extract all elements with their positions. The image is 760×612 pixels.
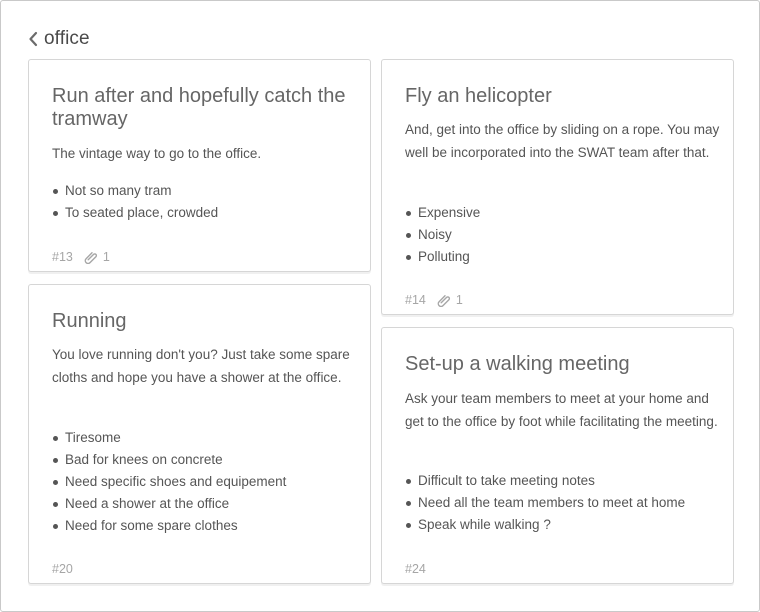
card-footer xyxy=(52,562,73,576)
card-title: Running xyxy=(52,310,127,332)
list-item: Need all the team members to meet at home xyxy=(405,492,720,514)
idea-card[interactable] xyxy=(381,327,734,584)
list-item: Difficult to take meeting notes xyxy=(405,470,720,492)
attachment-count: 1 xyxy=(102,250,110,264)
card-bullet-list xyxy=(405,202,715,268)
card-description: Ask your team members to meet at your home and get to the office by foot while facilitating the meeting. xyxy=(405,391,718,429)
card-footer xyxy=(405,293,463,307)
chevron-left-icon[interactable] xyxy=(28,29,40,49)
card-id: #24 xyxy=(405,562,426,576)
list-item: Not so many tram xyxy=(52,180,352,202)
card-title: Set-up a walking meeting xyxy=(405,353,630,375)
card-bullet-list xyxy=(52,427,352,537)
idea-card[interactable] xyxy=(28,284,371,584)
list-item: Expensive xyxy=(405,202,715,224)
card-bullet-list xyxy=(405,470,720,536)
idea-card[interactable] xyxy=(28,59,371,272)
card-title: Fly an helicopter xyxy=(405,85,552,107)
list-item: Noisy xyxy=(405,224,715,246)
card-description: The vintage way to go to the office. xyxy=(52,146,262,161)
list-item: Polluting xyxy=(405,246,715,268)
card-id: #20 xyxy=(52,562,73,576)
card-id: #14 xyxy=(405,293,426,307)
card-description: And, get into the office by sliding on a rope. You may well be incorporated into the SWAT team after that. xyxy=(405,122,720,160)
idea-card[interactable] xyxy=(381,59,734,315)
paperclip-icon xyxy=(84,250,98,264)
list-item: Need a shower at the office xyxy=(52,493,352,515)
list-item: Speak while walking ? xyxy=(405,514,720,536)
card-title: Run after and hopefully catch the tramway xyxy=(52,85,346,130)
list-item: Need specific shoes and equipement xyxy=(52,471,352,493)
card-id: #13 xyxy=(52,250,73,264)
attachment-count: 1 xyxy=(455,293,463,307)
list-item: Bad for knees on concrete xyxy=(52,449,352,471)
card-bullet-list xyxy=(52,180,352,224)
list-item: Tiresome xyxy=(52,427,352,449)
card-footer xyxy=(405,562,426,576)
paperclip-icon xyxy=(437,293,451,307)
card-description: You love running don't you? Just take some spare cloths and hope you have a shower at the office. xyxy=(52,347,350,385)
card-footer xyxy=(52,250,110,264)
page-title: office xyxy=(44,28,90,49)
list-item: Need for some spare clothes xyxy=(52,515,352,537)
list-item: To seated place, crowded xyxy=(52,202,352,224)
back-link[interactable] xyxy=(28,27,90,51)
